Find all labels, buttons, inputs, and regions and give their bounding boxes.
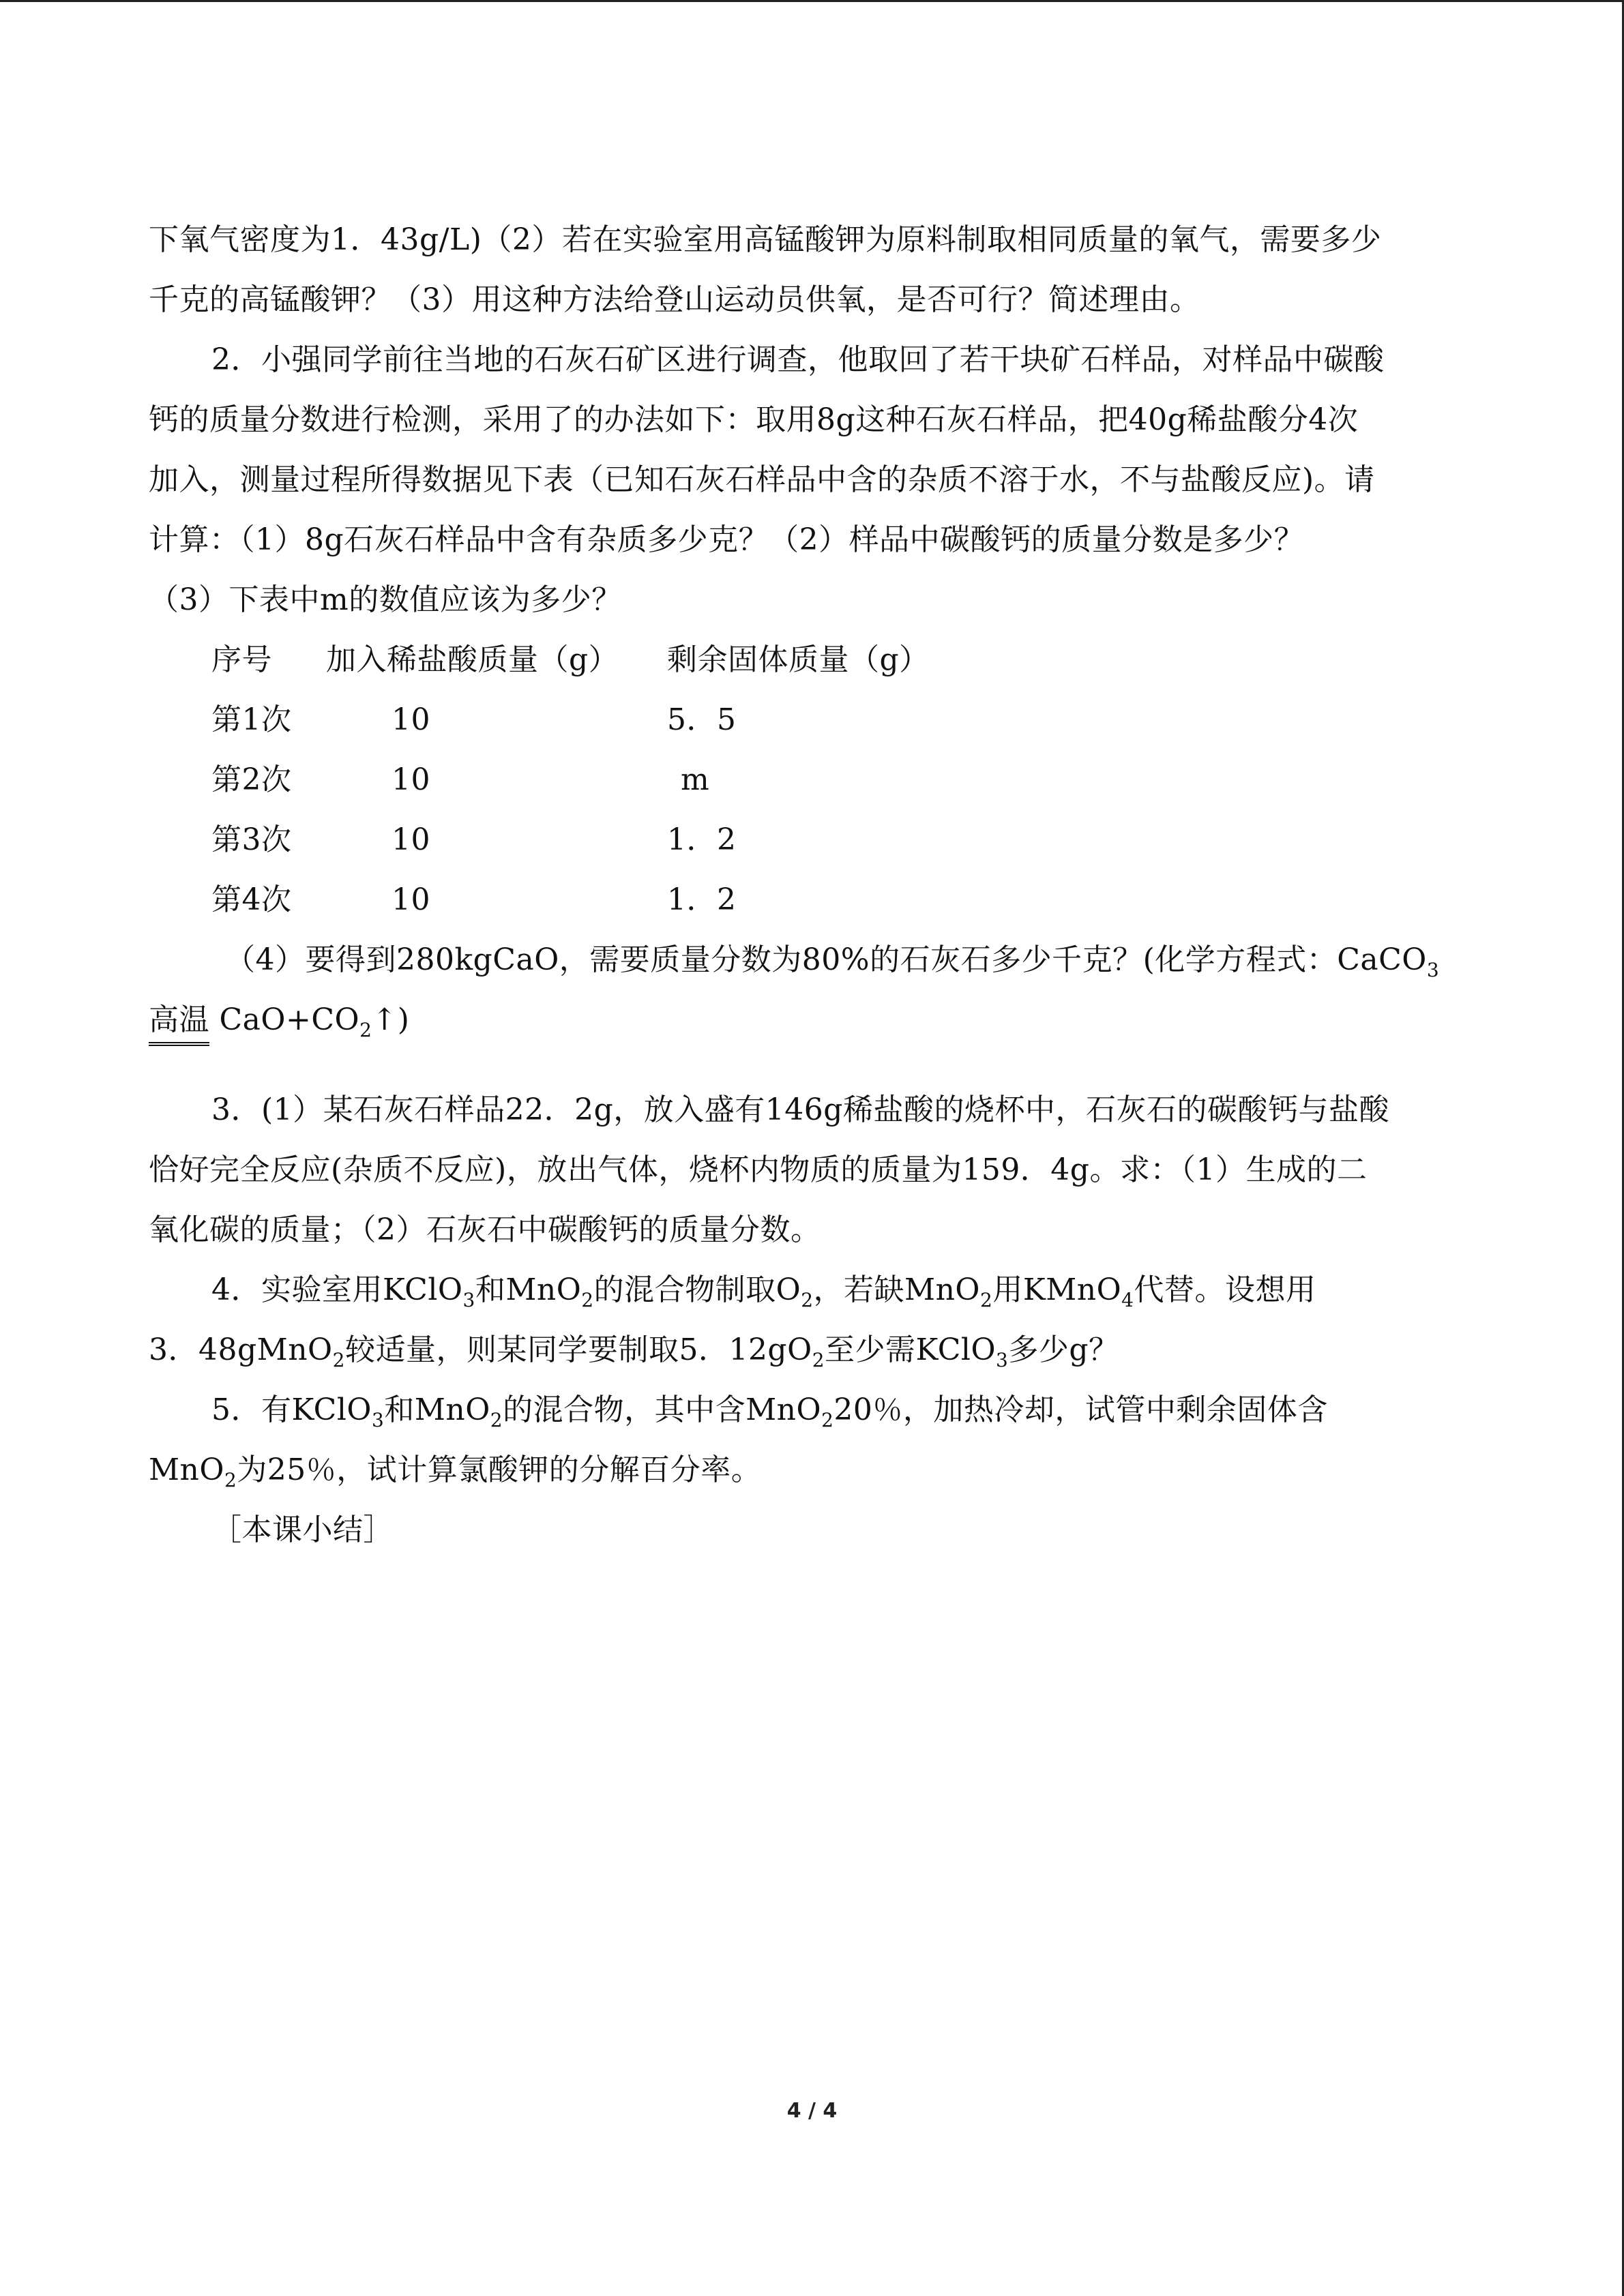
table-cell: 10 [392, 762, 430, 797]
table-cell: m [681, 762, 710, 797]
text-line: 钙的质量分数进行检测，采用了的办法如下：取用8g这种石灰石样品，把40g稀盐酸分4次 [149, 402, 1359, 437]
table-cell: 1．2 [667, 822, 737, 857]
question-2-part-4: （4）要得到280kgCaO，需要质量分数为80%的石灰石多少千克？(化学方程式：CaCO$_3$ [225, 942, 1440, 981]
page-number: 4 / 4 [786, 2099, 838, 2123]
table-header-cell: 序号 [211, 642, 272, 677]
text-line: （3）下表中m的数值应该为多少？ [149, 582, 622, 617]
table-cell: 第4次 [211, 882, 292, 917]
text-line: 千克的高锰酸钾？（3）用这种方法给登山运动员供氧，是否可行？简述理由。 [149, 282, 1200, 317]
table-header-cell: 剩余固体质量（g） [667, 642, 930, 677]
table-header-row [149, 630, 1486, 690]
table-cell: 10 [392, 822, 430, 857]
document-body [149, 210, 1486, 1560]
page-top-border [0, 0, 1624, 2]
table-cell: 5．5 [667, 702, 737, 737]
text-line: 下氧气密度为1．43g/L)（2）若在实验室用高锰酸钾为原料制取相同质量的氧气，需要多少 [149, 222, 1382, 257]
text-line: 3．48gMnO$_2$较适量，则某同学要制取5．$12gO_2$至少需KClO$_3$多少g？ [149, 1332, 1119, 1371]
text-line: 氧化碳的质量；（2）石灰石中碳酸钙的质量分数。 [149, 1212, 821, 1247]
table-cell: 第2次 [211, 762, 292, 797]
reaction-condition: 高温 [149, 998, 209, 1046]
table-cell: 10 [392, 882, 430, 917]
table-row [149, 750, 1486, 810]
table-row [149, 810, 1486, 870]
data-table [149, 630, 1486, 930]
text-line: MnO$_2$为25％，试计算氯酸钾的分解百分率。 [149, 1452, 762, 1491]
chemical-equation: 高温 $CaO+CO_2↑$) [149, 990, 1486, 1050]
table-cell: 第1次 [211, 702, 292, 737]
question-5-line: 5．有KClO$_3$和MnO$_2$的混合物，其中含MnO$_2$20％，加热冷却，试管中剩余固体含 [211, 1392, 1328, 1431]
table-row [149, 870, 1486, 930]
table-header-cell: 加入稀盐酸质量（g） [326, 642, 619, 677]
lesson-summary-heading: ［本课小结］ [211, 1512, 394, 1547]
question-2-line: 2．小强同学前往当地的石灰石矿区进行调查，他取回了若干块矿石样品，对样品中碳酸 [211, 342, 1385, 377]
text-line: 恰好完全反应(杂质不反应)，放出气体，烧杯内物质的质量为159．4g。求：（1）生成的二 [149, 1152, 1368, 1187]
text-line: 计算：（1）8g石灰石样品中含有杂质多少克？（2）样品中碳酸钙的质量分数是多少？ [149, 522, 1305, 557]
text-line: 加入，测量过程所得数据见下表（已知石灰石样品中含的杂质不溶于水，不与盐酸反应)。请 [149, 462, 1375, 497]
paragraph-spacer [149, 1050, 1486, 1080]
table-cell: 1．2 [667, 882, 737, 917]
table-cell: 第3次 [211, 822, 292, 857]
question-4-line: 4．实验室用KClO$_3$和MnO$_2$的混合物制取$O_2$，若缺MnO$_2$用KMnO$_4$代替。设想用 [211, 1272, 1316, 1311]
table-cell: 10 [392, 702, 430, 737]
question-3-line: 3．(1）某石灰石样品22．2g，放入盛有146g稀盐酸的烧杯中，石灰石的碳酸钙与盐酸 [211, 1092, 1389, 1127]
table-row [149, 690, 1486, 750]
